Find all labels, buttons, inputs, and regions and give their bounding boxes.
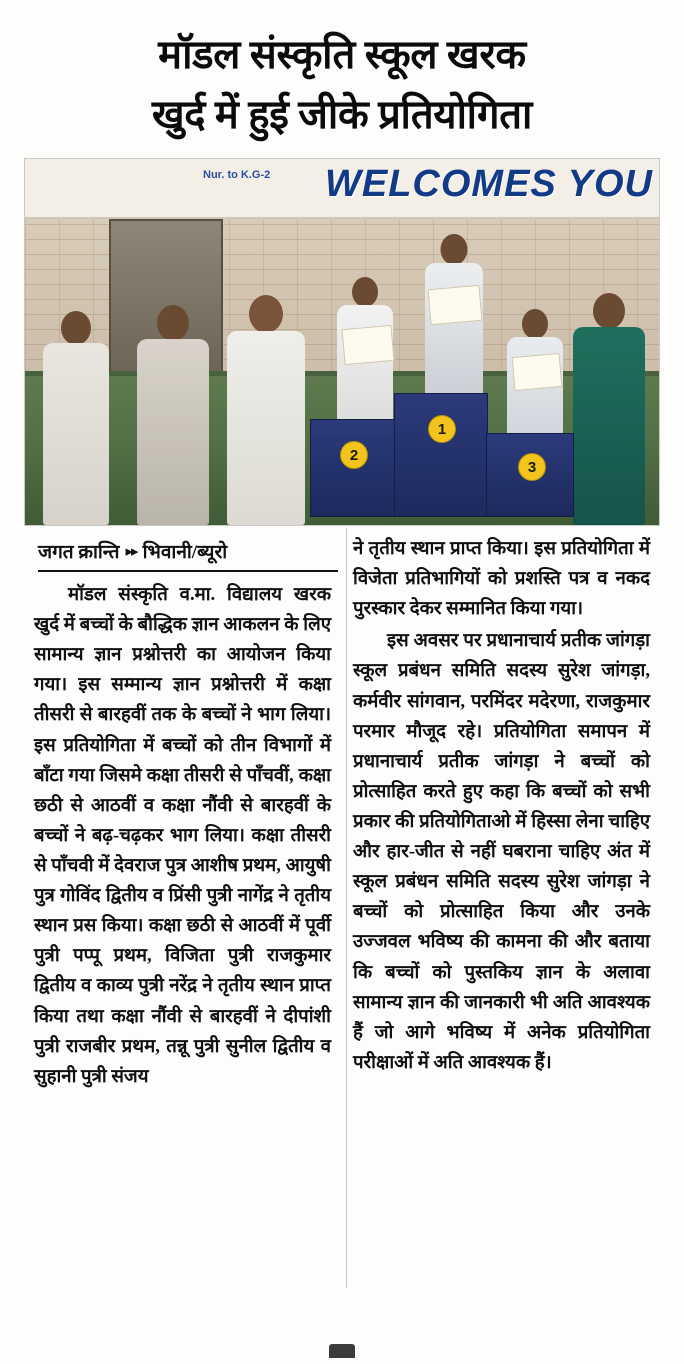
paragraph: ने तृतीय स्थान प्राप्त किया। इस प्रतियोगिता में विजेता प्रतिभागियों को प्रशस्ति पत्र व नकद पुरस्कार देकर सम्मानित किया गया। bbox=[353, 538, 650, 620]
photo-person-adult-2 bbox=[137, 307, 209, 525]
photo-banner bbox=[25, 159, 659, 219]
byline-publication: जगत क्रान्ति bbox=[38, 542, 120, 563]
photo-person-adult-3 bbox=[227, 297, 305, 525]
article-photo bbox=[24, 158, 660, 526]
paragraph: मॉडल संस्कृति व.मा. विद्यालय खरक खुर्द में बच्चों के बौद्धिक ज्ञान आकलन के लिए सामान्य ज्ञान प्रश्नोत्तरी का आयोजन किया गया। इस सम्मान्य ज्ञान प्रश्नोत्तरी में कक्षा तीसरी से बारहवीं तक के बच्चों ने भाग लिया। इस प्रतियोगिता में बच्चों को तीन विभागों में बाँटा गया जिसमे कक्षा तीसरी से पाँचवीं, कक्षा छठी से आठवीं व कक्षा नौंवी से बारहवीं के बच्चों ने बढ़-चढ़कर भाग लिया। कक्षा तीसरी से पाँचवी में देवराज पुत्र आशीष प्रथम, आयुषी पुत्र गोविंद द्वितीय व प्रिंसी पुत्री नागेंद्र ने तृतीय स्थान प्रस किया। कक्षा छठी से आठवीं में पूर्वी पुत्री पप्पू प्रथम, विजिता पुत्री राजकुमार द्वितीय व काव्य पुत्री नरेंद्र ने तृतीय स्थान प्राप्त किया तथा कक्षा नौंवी से बारहवीं ने दीपांशी पुत्री राजबीर प्रथम, तन्नू पुत्री सुनील द्वितीय व सुहानी पुत्री संजय bbox=[34, 584, 331, 1087]
headline-line-2: खुर्द में हुई जीके प्रतियोगिता bbox=[151, 92, 533, 137]
double-arrow-icon: ▸▸ bbox=[125, 543, 137, 560]
byline bbox=[24, 526, 338, 568]
byline-place: भिवानी/ब्यूरो bbox=[142, 542, 228, 563]
paragraph: इस अवसर पर प्रधानाचार्य प्रतीक जांगड़ा स्कूल प्रबंधन समिति सदस्य सुरेश जांगड़ा, कर्मवीर सांगवान, परमिंदर मदेरणा, राजकुमार परमार मौजूद रहे। प्रतियोगिता समापन में प्रधानाचार्य प्रतीक जांगड़ा ने बच्चों को प्रोत्साहित करते हुए कहा कि बच्चों को सभी प्रकार की प्रतियोगिताओ में हिस्सा लेना चाहिए और हार-जीत से नहीं घबराना चाहिए अंत में स्कूल प्रबंधन समिति सदस्य सुरेश जांगड़ा ने बच्चों को प्रोत्साहित किया और उनके उज्जवल भविष्य की कामना की और बताया कि बच्चों को पुस्तकिय ज्ञान के अलावा सामान्य ज्ञान की जानकारी भी अति आवश्यक हैं जो आगे भविष्य में अनेक प्रतियोगिता परीक्षाओं में अति आवश्यक हैं। bbox=[353, 630, 650, 1073]
podium-number-third: 3 bbox=[518, 453, 546, 481]
photo-certificate bbox=[342, 325, 395, 365]
photo-person-adult-4 bbox=[573, 295, 645, 525]
byline-divider bbox=[38, 570, 338, 572]
article-column-left bbox=[34, 580, 331, 1094]
column-divider bbox=[346, 528, 347, 1288]
photo-certificate bbox=[428, 285, 483, 325]
article-column-right bbox=[353, 534, 650, 1094]
photo-person-adult-1 bbox=[43, 311, 109, 525]
photo-banner-text: WELCOMES YOU bbox=[325, 163, 653, 205]
page-bottom-mark bbox=[329, 1344, 355, 1358]
photo-podium bbox=[310, 367, 572, 517]
podium-block-first bbox=[394, 393, 488, 517]
photo-banner-subtext: Nur. to K.G-2 bbox=[203, 169, 271, 181]
headline-line-1: मॉडल संस्कृति स्कूल खरक bbox=[158, 32, 526, 77]
podium-number-second: 2 bbox=[340, 441, 368, 469]
page-title bbox=[24, 0, 660, 150]
podium-number-first: 1 bbox=[428, 415, 456, 443]
